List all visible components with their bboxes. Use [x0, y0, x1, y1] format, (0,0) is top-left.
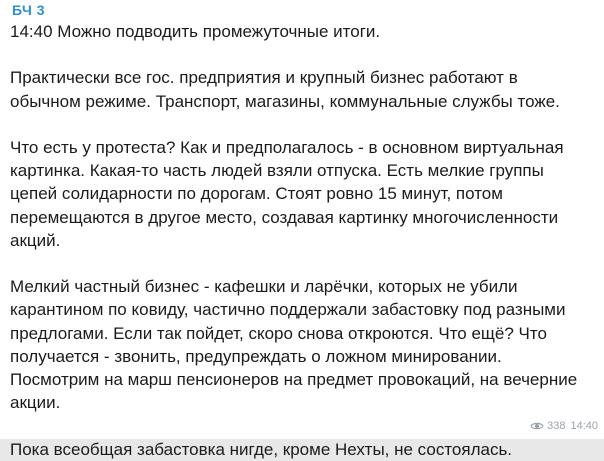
message-paragraph: Что есть у протеста? Как и предполагалось - в основном виртуальная картинка. Какая-то часть людей взяли отпуска. Есть мелкие группы цепей солидарности по дорогам. Стоят ровно 15 минут, потом перемещаются в другое место, создавая картинку многочисленности акций. [10, 137, 564, 250]
eye-icon [530, 421, 544, 431]
message-paragraph: Мелкий частный бизнес - кафешки и ларёчки, которых не убили карантином по ковиду, частично поддержали забастовку под разными предлогами. Если так пойдет, скоро снова откроются. Что ещё? Что получается - звонить, предупреждать о ложном минировании. Посмотрим на марш пенсионеров на предмет провокаций, на вечерние акции. [10, 277, 578, 413]
channel-name[interactable]: БЧ 3 [12, 2, 46, 18]
message-paragraph: Пока всеобщая забастовка нигде, кроме Нехты, не состоялась. [10, 439, 513, 459]
message-paragraph: Практически все гос. предприятия и крупный бизнес работают в обычном режиме. Транспорт, магазины, коммунальные службы тоже. [10, 68, 560, 111]
message-meta [530, 420, 598, 432]
view-count: 338 [547, 420, 566, 432]
message-paragraph: 14:40 Можно подводить промежуточные итоги. [10, 22, 381, 41]
message-time: 14:40 [570, 420, 598, 432]
